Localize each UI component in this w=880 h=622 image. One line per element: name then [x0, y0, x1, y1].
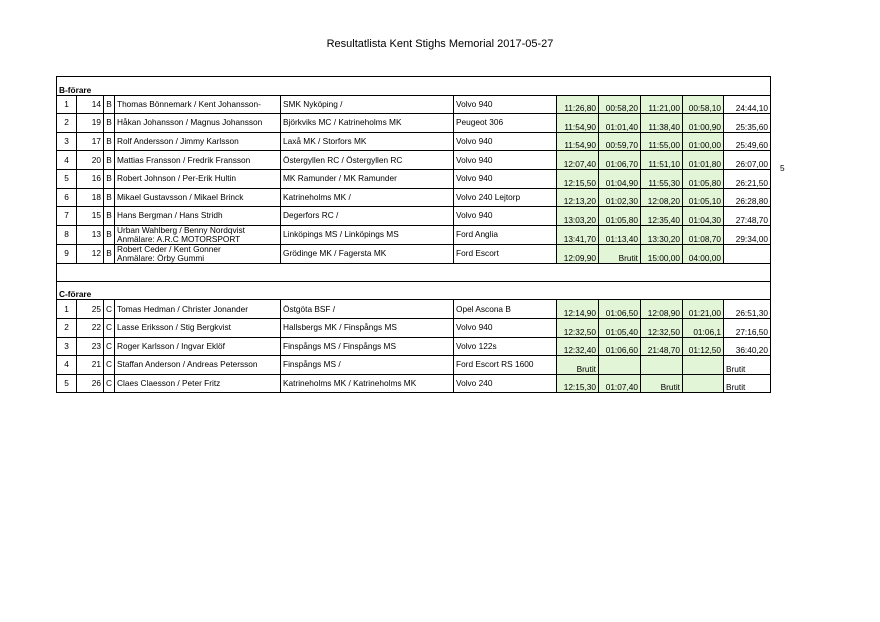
time-cell: 01:06,60 [599, 337, 641, 356]
position-cell: 9 [57, 244, 77, 263]
start-number-cell: 12 [77, 244, 104, 263]
total-time-cell: Brutit [724, 374, 771, 393]
time-cell: 00:59,70 [599, 132, 641, 151]
class-cell: C [104, 374, 115, 393]
club-cell: Grödinge MK / Fagersta MK [281, 244, 454, 263]
start-number-cell: 17 [77, 132, 104, 151]
time-cell: 13:30,20 [641, 225, 683, 244]
drivers-cell: Tomas Hedman / Christer Jonander [115, 300, 281, 319]
club-cell: Östergyllen RC / Östergyllen RC [281, 151, 454, 170]
start-number-cell: 18 [77, 188, 104, 207]
total-time-cell: 26:51,30 [724, 300, 771, 319]
time-cell: 01:21,00 [683, 300, 724, 319]
time-cell: 01:05,10 [683, 188, 724, 207]
section-header-row [57, 281, 771, 300]
drivers-cell: Håkan Johansson / Magnus Johansson [115, 114, 281, 133]
time-cell: 01:05,80 [683, 169, 724, 188]
car-cell: Volvo 240 Lejtorp [454, 188, 557, 207]
car-cell: Volvo 122s [454, 337, 557, 356]
time-cell: 01:13,40 [599, 225, 641, 244]
car-cell: Opel Ascona B [454, 300, 557, 319]
position-cell: 5 [57, 374, 77, 393]
table-row [57, 151, 771, 170]
table-row [57, 300, 771, 319]
position-cell: 5 [57, 169, 77, 188]
car-cell: Ford Escort [454, 244, 557, 263]
time-cell [599, 356, 641, 375]
start-number-cell: 21 [77, 356, 104, 375]
club-cell: Linköpings MS / Linköpings MS [281, 225, 454, 244]
total-time-cell: 26:07,00 [724, 151, 771, 170]
drivers-cell: Thomas Bönnemark / Kent Johansson- [115, 95, 281, 114]
drivers-cell: Mattias Fransson / Fredrik Fransson [115, 151, 281, 170]
start-number-cell: 16 [77, 169, 104, 188]
table-row [57, 207, 771, 226]
time-cell: Brutit [557, 356, 599, 375]
position-cell: 4 [57, 151, 77, 170]
class-cell: B [104, 95, 115, 114]
class-cell: C [104, 356, 115, 375]
car-cell: Peugeot 306 [454, 114, 557, 133]
time-cell: 12:07,40 [557, 151, 599, 170]
entrant-name: Anmälare: A.R.C MOTORSPORT [117, 233, 241, 244]
table-row [57, 337, 771, 356]
position-cell: 7 [57, 207, 77, 226]
time-cell: 11:54,90 [557, 114, 599, 133]
time-cell: 01:06,70 [599, 151, 641, 170]
time-cell: 21:48,70 [641, 337, 683, 356]
table-row [57, 169, 771, 188]
time-cell: 13:41,70 [557, 225, 599, 244]
start-number-cell: 20 [77, 151, 104, 170]
time-cell: 11:55,30 [641, 169, 683, 188]
position-cell: 3 [57, 337, 77, 356]
club-cell: Katrineholms MK / Katrineholms MK [281, 374, 454, 393]
total-time-cell: 24:44,10 [724, 95, 771, 114]
time-cell: 01:12,50 [683, 337, 724, 356]
time-cell: 01:04,30 [683, 207, 724, 226]
time-cell: 01:07,40 [599, 374, 641, 393]
time-cell: 11:26,80 [557, 95, 599, 114]
class-cell: B [104, 151, 115, 170]
time-cell: 01:00,00 [683, 132, 724, 151]
time-cell: 01:05,80 [599, 207, 641, 226]
class-cell: B [104, 114, 115, 133]
entrant-name: Anmälare: Örby Gummi [117, 252, 205, 263]
car-cell: Volvo 940 [454, 95, 557, 114]
table-row [57, 225, 771, 244]
car-cell: Volvo 940 [454, 318, 557, 337]
results-table [56, 76, 771, 393]
position-cell: 2 [57, 114, 77, 133]
total-time-cell: Brutit [724, 356, 771, 375]
club-cell: Hallsbergs MK / Finspångs MS [281, 318, 454, 337]
club-cell: Finspångs MS / Finspångs MS [281, 337, 454, 356]
club-cell: Björkviks MC / Katrineholms MK [281, 114, 454, 133]
drivers-cell: Hans Bergman / Hans Stridh [115, 207, 281, 226]
time-cell: 11:55,00 [641, 132, 683, 151]
time-cell [683, 374, 724, 393]
club-cell: MK Ramunder / MK Ramunder [281, 169, 454, 188]
class-cell: B [104, 132, 115, 151]
table-row [57, 244, 771, 263]
time-cell: 12:32,50 [641, 318, 683, 337]
total-time-cell: 26:28,80 [724, 188, 771, 207]
total-time-cell: 27:48,70 [724, 207, 771, 226]
start-number-cell: 13 [77, 225, 104, 244]
start-number-cell: 22 [77, 318, 104, 337]
time-cell: 12:15,50 [557, 169, 599, 188]
start-number-cell: 26 [77, 374, 104, 393]
total-time-cell: 26:21,50 [724, 169, 771, 188]
section-heading: B-förare [57, 77, 771, 96]
time-cell: 11:38,40 [641, 114, 683, 133]
car-cell: Ford Anglia [454, 225, 557, 244]
table-row [57, 356, 771, 375]
time-cell: 11:51,10 [641, 151, 683, 170]
car-cell: Volvo 940 [454, 207, 557, 226]
club-cell: Katrineholms MK / [281, 188, 454, 207]
club-cell: Degerfors RC / [281, 207, 454, 226]
drivers-cell: Claes Claesson / Peter Fritz [115, 374, 281, 393]
total-time-cell: 25:35,60 [724, 114, 771, 133]
time-cell: 01:04,90 [599, 169, 641, 188]
time-cell: 01:06,50 [599, 300, 641, 319]
car-cell: Volvo 240 [454, 374, 557, 393]
time-cell: 12:09,90 [557, 244, 599, 263]
section-heading: C-förare [57, 281, 771, 300]
spacer-cell [57, 263, 771, 281]
time-cell: Brutit [599, 244, 641, 263]
side-note: 5 [780, 163, 785, 173]
car-cell: Volvo 940 [454, 132, 557, 151]
drivers-cell [115, 244, 281, 263]
class-cell: C [104, 318, 115, 337]
class-cell: B [104, 207, 115, 226]
time-cell: 11:21,00 [641, 95, 683, 114]
table-row [57, 188, 771, 207]
page-title: Resultatlista Kent Stighs Memorial 2017-05-27 [326, 38, 554, 50]
time-cell: 12:08,90 [641, 300, 683, 319]
position-cell: 6 [57, 188, 77, 207]
time-cell: 00:58,20 [599, 95, 641, 114]
club-cell: Laxå MK / Storfors MK [281, 132, 454, 151]
time-cell: 12:32,40 [557, 337, 599, 356]
total-time-cell: 36:40,20 [724, 337, 771, 356]
car-cell: Volvo 940 [454, 151, 557, 170]
time-cell [683, 356, 724, 375]
total-time-cell: 27:16,50 [724, 318, 771, 337]
time-cell: Brutit [641, 374, 683, 393]
drivers-cell [115, 225, 281, 244]
table-row [57, 132, 771, 151]
time-cell: 15:00,00 [641, 244, 683, 263]
time-cell: 01:08,70 [683, 225, 724, 244]
table-row [57, 318, 771, 337]
class-cell: C [104, 337, 115, 356]
class-cell: B [104, 225, 115, 244]
start-number-cell: 23 [77, 337, 104, 356]
class-cell: B [104, 188, 115, 207]
time-cell: 04:00,00 [683, 244, 724, 263]
drivers-cell: Lasse Eriksson / Stig Bergkvist [115, 318, 281, 337]
time-cell: 01:02,30 [599, 188, 641, 207]
time-cell: 01:01,80 [683, 151, 724, 170]
position-cell: 4 [57, 356, 77, 375]
position-cell: 3 [57, 132, 77, 151]
class-cell: B [104, 169, 115, 188]
time-cell: 12:08,20 [641, 188, 683, 207]
drivers-cell: Roger Karlsson / Ingvar Eklöf [115, 337, 281, 356]
time-cell: 11:54,90 [557, 132, 599, 151]
club-cell: Östgöta BSF / [281, 300, 454, 319]
time-cell: 12:15,30 [557, 374, 599, 393]
drivers-name: Robert Ceder / Kent Gonner [117, 244, 221, 254]
time-cell: 00:58,10 [683, 95, 724, 114]
drivers-cell: Mikael Gustavsson / Mikael Brinck [115, 188, 281, 207]
time-cell: 01:05,40 [599, 318, 641, 337]
table-row [57, 114, 771, 133]
position-cell: 8 [57, 225, 77, 244]
drivers-cell: Staffan Anderson / Andreas Petersson [115, 356, 281, 375]
time-cell: 01:01,40 [599, 114, 641, 133]
car-cell: Ford Escort RS 1600 [454, 356, 557, 375]
time-cell: 12:13,20 [557, 188, 599, 207]
position-cell: 1 [57, 95, 77, 114]
total-time-cell: 25:49,60 [724, 132, 771, 151]
start-number-cell: 14 [77, 95, 104, 114]
section-spacer [57, 263, 771, 281]
class-cell: C [104, 300, 115, 319]
start-number-cell: 19 [77, 114, 104, 133]
time-cell: 01:00,90 [683, 114, 724, 133]
club-cell: Finspångs MS / [281, 356, 454, 375]
time-cell: 13:03,20 [557, 207, 599, 226]
drivers-cell: Rolf Andersson / Jimmy Karlsson [115, 132, 281, 151]
table-row [57, 374, 771, 393]
time-cell: 12:32,50 [557, 318, 599, 337]
position-cell: 1 [57, 300, 77, 319]
club-cell: SMK Nyköping / [281, 95, 454, 114]
drivers-cell: Robert Johnson / Per-Erik Hultin [115, 169, 281, 188]
start-number-cell: 25 [77, 300, 104, 319]
total-time-cell: 29:34,00 [724, 225, 771, 244]
time-cell: 12:35,40 [641, 207, 683, 226]
start-number-cell: 15 [77, 207, 104, 226]
drivers-name: Urban Wahlberg / Benny Nordqvist [117, 225, 245, 235]
section-header-row [57, 77, 771, 96]
time-cell: 12:14,90 [557, 300, 599, 319]
position-cell: 2 [57, 318, 77, 337]
time-cell [641, 356, 683, 375]
car-cell: Volvo 940 [454, 169, 557, 188]
table-row [57, 95, 771, 114]
total-time-cell [724, 244, 771, 263]
class-cell: B [104, 244, 115, 263]
time-cell: 01:06,1 [683, 318, 724, 337]
